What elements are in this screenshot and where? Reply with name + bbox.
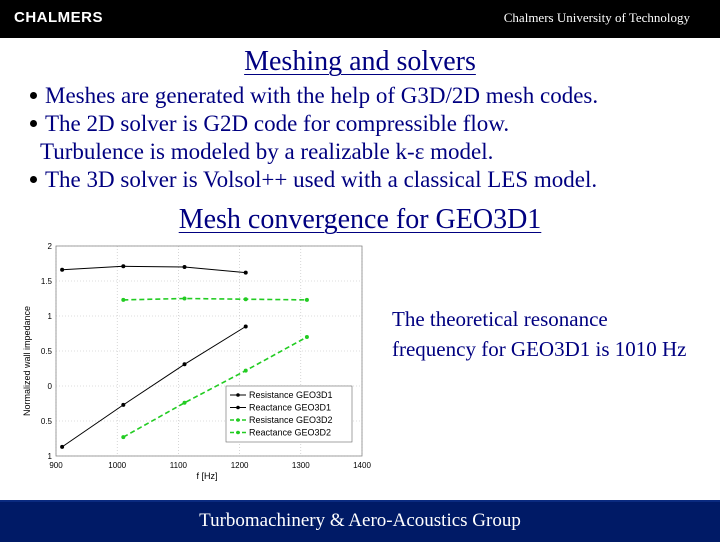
legend-marker — [236, 406, 240, 410]
bullet-item — [30, 166, 710, 194]
resonance-note: The theoretical resonance frequency for GEO3D1 is 1010 Hz — [392, 307, 687, 361]
data-point — [305, 298, 309, 302]
y-tick-label: 1.5 — [40, 277, 52, 286]
bullet-dot-icon — [30, 176, 37, 183]
slide-title-text: Meshing and solvers — [244, 46, 476, 77]
chart-heading — [0, 204, 720, 236]
data-point — [183, 362, 187, 366]
data-point — [305, 335, 309, 339]
legend-marker — [236, 418, 240, 422]
x-axis-label: f [Hz] — [196, 471, 218, 481]
footer-bar — [0, 500, 720, 542]
data-point — [244, 297, 248, 301]
data-point — [183, 265, 187, 269]
data-point — [60, 445, 64, 449]
university-name: Chalmers University of Technology — [503, 10, 690, 25]
y-tick-label: 2 — [47, 242, 52, 251]
chart-heading-text: Mesh convergence for GEO3D1 — [178, 204, 542, 235]
x-tick-label: 900 — [49, 461, 63, 470]
bullet-list — [30, 82, 710, 194]
y-tick-label: 1 — [47, 452, 52, 461]
bullet-dot-icon — [30, 92, 37, 99]
bullet-item — [30, 82, 710, 110]
data-point — [60, 268, 64, 272]
data-point — [244, 369, 248, 373]
header-bar — [0, 0, 720, 38]
bullet-text: The 3D solver is Volsol++ used with a classical LES model. — [45, 167, 598, 192]
bullet-continuation — [30, 138, 710, 166]
y-tick-label: 0 — [47, 382, 52, 391]
data-point — [183, 401, 187, 405]
chart-legend — [226, 386, 352, 442]
legend-marker — [236, 393, 240, 397]
bullet-item — [30, 110, 710, 138]
chalmers-logo: CHALMERS — [14, 9, 103, 26]
x-tick-label: 1200 — [230, 461, 249, 470]
footer-text: Turbomachinery & Aero-Acoustics Group — [199, 510, 521, 531]
data-point — [121, 264, 125, 268]
y-tick-label: 0.5 — [40, 417, 52, 426]
x-tick-label: 1000 — [108, 461, 127, 470]
series-line — [62, 327, 246, 447]
data-point — [244, 325, 248, 329]
x-tick-label: 1400 — [353, 461, 371, 470]
bullet-dot-icon — [30, 120, 37, 127]
y-tick-label: 1 — [47, 312, 52, 321]
slide-title — [0, 46, 720, 78]
y-axis-label: Normalized wall impedance — [22, 305, 32, 417]
data-point — [121, 298, 125, 302]
legend-label: Reactance GEO3D1 — [249, 402, 332, 413]
y-tick-label: 0.5 — [40, 347, 52, 356]
x-tick-label: 1300 — [291, 461, 310, 470]
data-point — [244, 271, 248, 275]
legend-label: Resistance GEO3D2 — [249, 415, 333, 425]
impedance-chart — [0, 236, 380, 486]
x-tick-label: 1100 — [169, 461, 188, 470]
bullet-text: The 2D solver is G2D code for compressible flow. — [45, 111, 510, 136]
legend-label: Reactance GEO3D2 — [249, 427, 332, 438]
data-point — [121, 435, 125, 439]
bullet-text: Turbulence is modeled by a realizable k-ε model. — [40, 139, 494, 164]
bullet-text: Meshes are generated with the help of G3D/2D mesh codes. — [45, 83, 599, 108]
legend-label: Resistance GEO3D1 — [249, 390, 333, 400]
legend-marker — [236, 431, 240, 435]
series-line — [62, 266, 246, 272]
data-point — [121, 403, 125, 407]
series-line — [123, 299, 307, 300]
data-point — [183, 297, 187, 301]
